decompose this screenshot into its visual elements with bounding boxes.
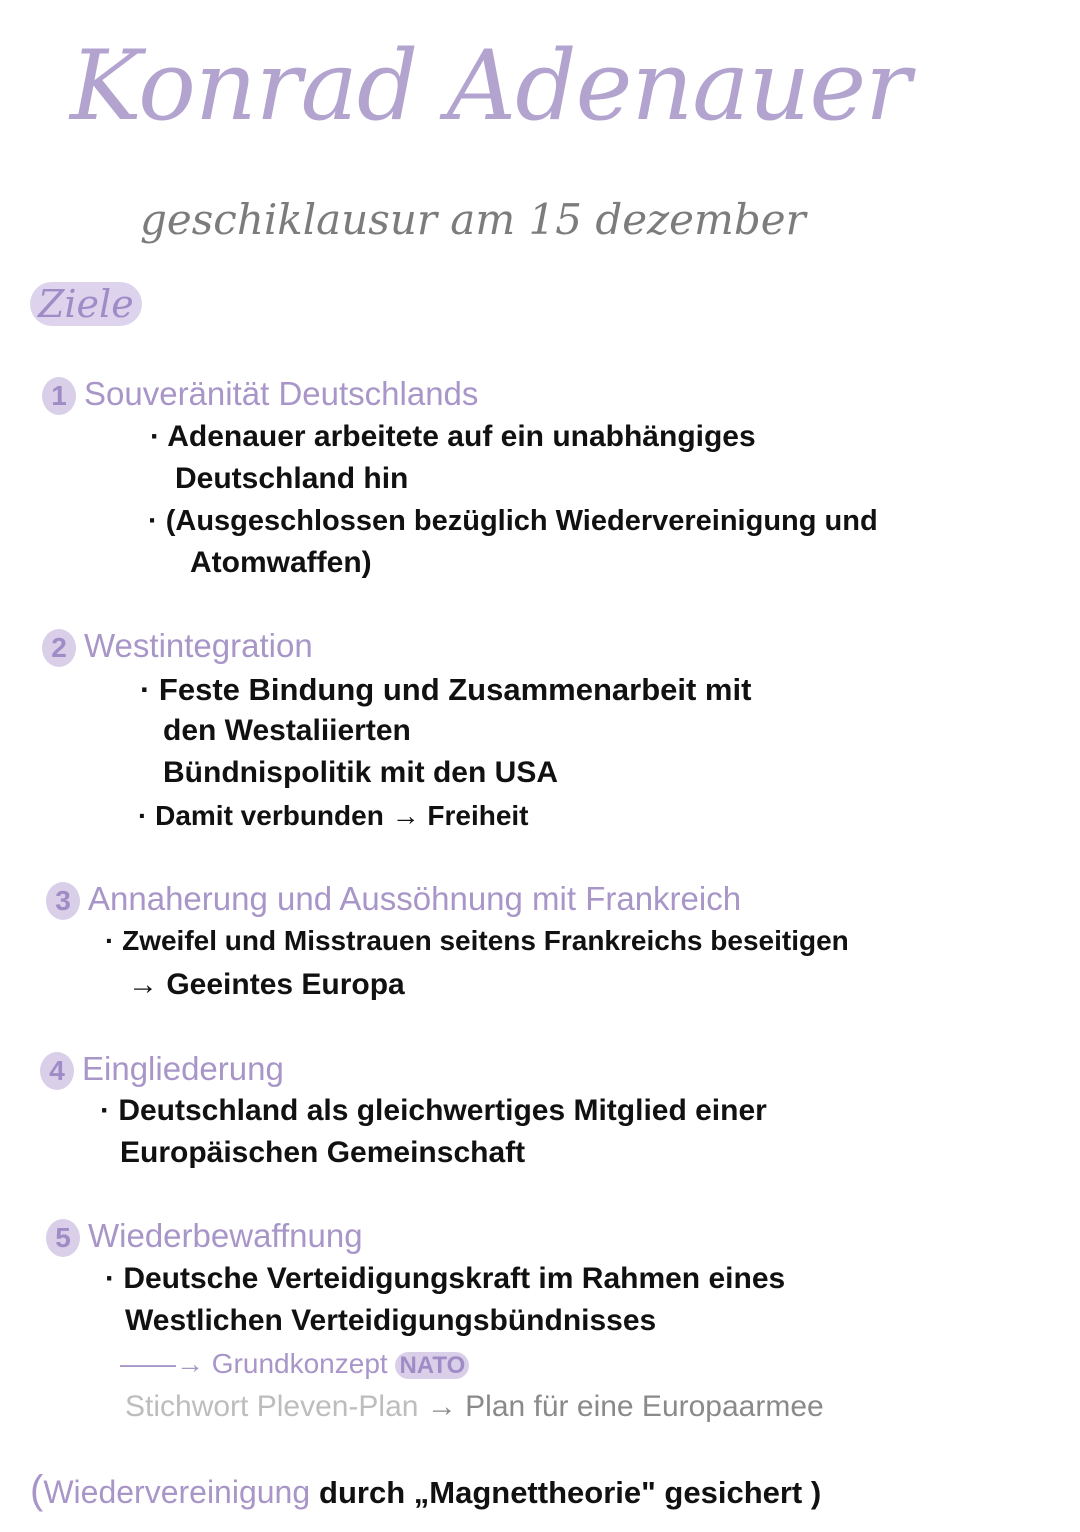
goal-number: 3 (46, 882, 80, 920)
pleven-line (125, 1390, 824, 1424)
goal-line: · Deutsche Verteidigungskraft im Rahmen eines (105, 1262, 786, 1295)
goal-line: Atomwaffen) (190, 546, 372, 579)
goal-line: → Geeintes Europa (128, 968, 405, 1001)
goal-number: 2 (42, 629, 76, 667)
pleven-keyword: Stichwort Pleven-Plan (125, 1390, 419, 1423)
nato-badge: NATO (395, 1352, 469, 1379)
section-label: Ziele (30, 282, 142, 326)
goal-line: · (Ausgeschlossen bezüglich Wiedervereinigung und (148, 505, 878, 537)
goal-line: Europäischen Gemeinschaft (120, 1136, 526, 1169)
footer-purple-text: Wiedervereinigung (43, 1474, 311, 1510)
arrow-icon: → (426, 1390, 457, 1423)
goal-5-heading (46, 1217, 363, 1257)
arrow-concept-text: ——→ Grundkonzept (120, 1348, 388, 1379)
goal-number: 1 (42, 377, 76, 415)
goal-heading-text: Annaherung und Aussöhnung mit Frankreich (88, 880, 742, 917)
goal-heading-text: Wiederbewaffnung (88, 1217, 363, 1254)
goal-number: 4 (40, 1052, 74, 1090)
goal-4-heading (40, 1050, 284, 1090)
open-paren: ( (30, 1468, 44, 1512)
footer-note (30, 1468, 821, 1513)
goal-line: · Feste Bindung und Zusammenarbeit mit (140, 672, 752, 707)
goal-line: Westlichen Verteidigungsbündnisses (125, 1304, 657, 1337)
pleven-description: Plan für eine Europaarmee (465, 1390, 824, 1423)
goal-line: Bündnispolitik mit den USA (163, 756, 558, 789)
goal-line: · Adenauer arbeitete auf ein unabhängiges (150, 420, 756, 453)
goal-number: 5 (46, 1219, 80, 1257)
footer-black-text: durch „Magnettheorie" gesichert ) (319, 1475, 822, 1510)
goal-3-heading (46, 880, 741, 920)
goal-heading-text: Eingliederung (82, 1050, 284, 1087)
goal-line: · Damit verbunden → Freiheit (138, 800, 529, 831)
goal-heading-text: Souveränität Deutschlands (84, 375, 479, 412)
goal-line: Deutschland hin (175, 462, 409, 495)
goal-line: · Deutschland als gleichwertiges Mitglied einer (100, 1094, 767, 1127)
subtitle: geschiklausur am 15 dezember (140, 195, 806, 244)
goal-1-heading (42, 375, 478, 415)
page-title: Konrad Adenauer (70, 30, 911, 142)
goal-line: den Westaliierten (163, 714, 411, 747)
goal-heading-text: Westintegration (84, 627, 313, 664)
goal-line: · Zweifel und Misstrauen seitens Frankreichs beseitigen (105, 925, 849, 956)
goal-2-heading (42, 627, 313, 667)
nato-concept-line (120, 1348, 469, 1380)
